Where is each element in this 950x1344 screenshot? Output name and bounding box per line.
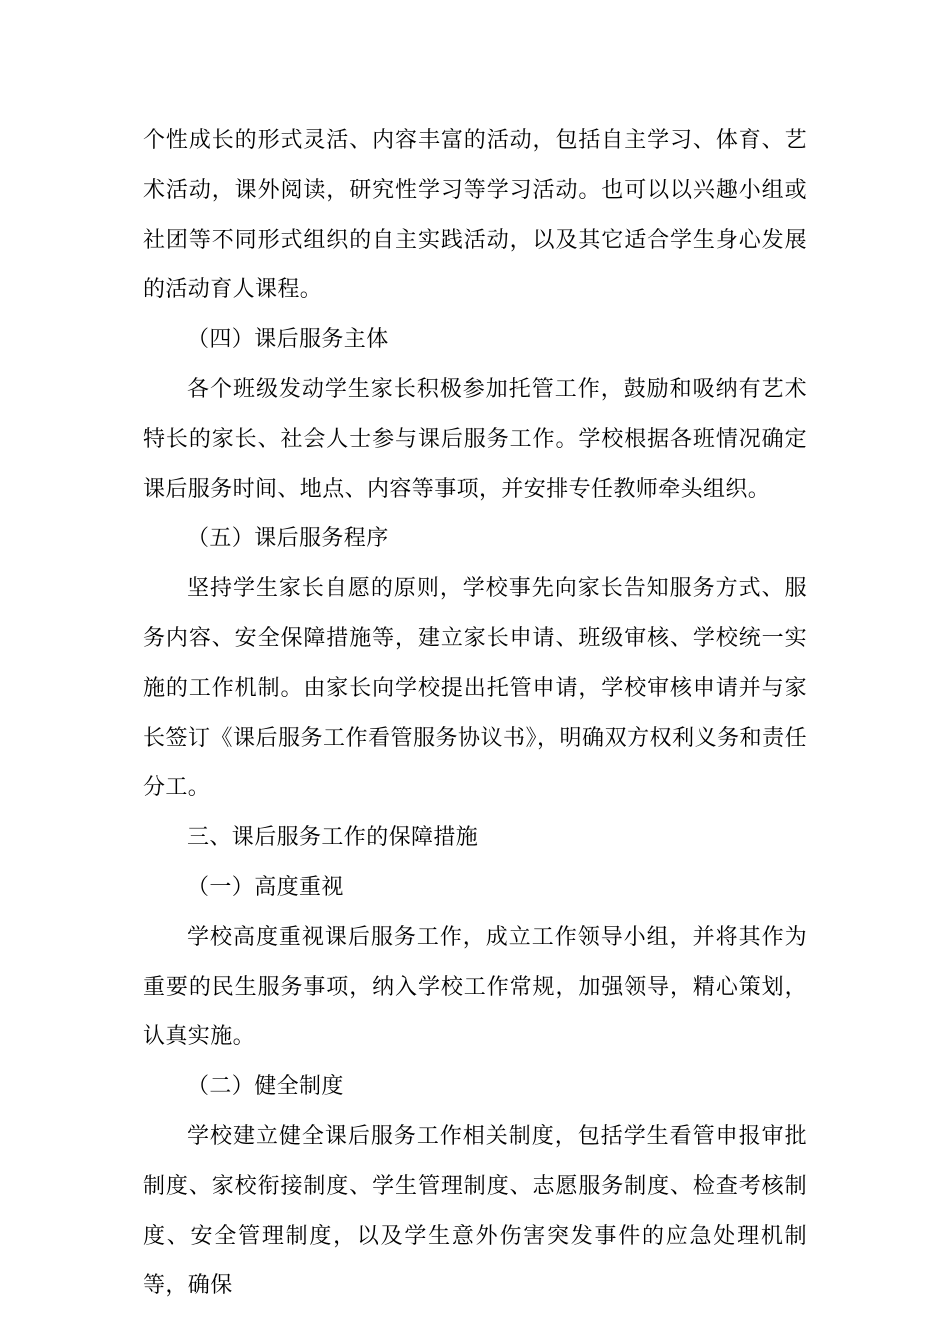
paragraph-service-providers: 各个班级发动学生家长积极参加托管工作，鼓励和吸纳有艺术特长的家长、社会人士参与课后服务工作。学校根据各班情况确定课后服务时间、地点、内容等事项，并安排专任教师牵头组织。	[143, 376, 807, 502]
paragraph-high-attention: 学校高度重视课后服务工作，成立工作领导小组，并将其作为重要的民生服务事项，纳入学校工作常规，加强领导，精心策划，认真实施。	[143, 924, 807, 1050]
section-heading-improve-systems: （二）健全制度	[187, 1074, 344, 1100]
section-heading-service-procedure: （五）课后服务程序	[187, 526, 389, 552]
section-heading-high-attention: （一）高度重视	[187, 874, 344, 900]
section-heading-service-providers: （四）课后服务主体	[187, 327, 389, 353]
section-heading-guarantee-measures: 三、课后服务工作的保障措施	[187, 825, 479, 851]
document-body	[143, 116, 807, 1311]
paragraph-activities-continued: 个性成长的形式灵活、内容丰富的活动，包括自主学习、体育、艺术活动，课外阅读，研究性学习等学习活动。也可以以兴趣小组或社团等不同形式组织的自主实践活动，以及其它适合学生身心发展的活动育人课程。	[143, 128, 807, 303]
paragraph-improve-systems: 学校建立健全课后服务工作相关制度，包括学生看管申报审批制度、家校衔接制度、学生管理制度、志愿服务制度、检查考核制度、安全管理制度，以及学生意外伤害突发事件的应急处理机制等，确保	[143, 1123, 807, 1299]
paragraph-service-procedure: 坚持学生家长自愿的原则，学校事先向家长告知服务方式、服务内容、安全保障措施等，建立家长申请、班级审核、学校统一实施的工作机制。由家长向学校提出托管申请，学校审核申请并与家长签订《课后服务工作看管服务协议书》，明确双方权利义务和责任分工。	[143, 576, 807, 801]
